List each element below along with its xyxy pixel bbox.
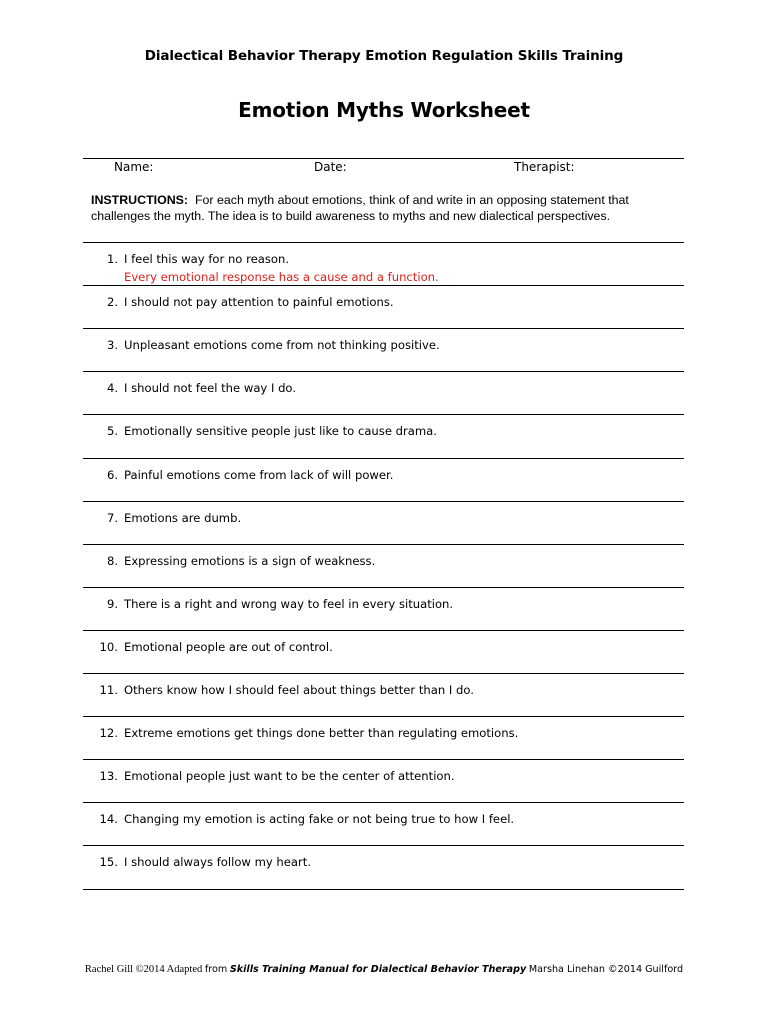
myth-number: 4. <box>106 381 118 396</box>
row-rule <box>83 889 684 890</box>
myth-number: 2. <box>106 295 118 310</box>
myth-number: 1. <box>106 252 118 266</box>
myth-text: I should always follow my heart. <box>124 855 312 870</box>
header-rule <box>83 158 684 159</box>
footer-publisher: Marsha Linehan ©2014 Guilford <box>528 964 684 975</box>
myth-text: Extreme emotions get things done better than regulating emotions. <box>124 726 519 741</box>
myth-text: Expressing emotions is a sign of weakness. <box>124 553 376 568</box>
date-label: Date: <box>314 160 347 174</box>
myth-text: Painful emotions come from lack of will power. <box>124 467 394 482</box>
myth-number: 7. <box>106 510 118 525</box>
myth-number: 8. <box>106 553 118 568</box>
myth-text: There is a right and wrong way to feel in every situation. <box>124 596 454 611</box>
row-rule <box>83 673 684 674</box>
myth-number: 11. <box>99 683 118 697</box>
myth-number: 5. <box>106 424 118 439</box>
row-rule <box>83 414 684 415</box>
myth-text: Emotional people are out of control. <box>124 639 333 654</box>
footer-credit <box>0 964 768 975</box>
myth-text: Emotions are dumb. <box>124 510 242 525</box>
row-rule <box>83 845 684 846</box>
myth-text: I should not feel the way I do. <box>124 381 297 396</box>
row-rule <box>83 242 684 243</box>
therapist-label: Therapist: <box>514 160 575 174</box>
myth-text: Changing my emotion is acting fake or not being true to how I feel. <box>124 812 515 827</box>
row-rule <box>83 587 684 588</box>
row-rule <box>83 501 684 502</box>
myth-number: 9. <box>106 596 118 611</box>
row-rule <box>83 285 684 286</box>
footer-book-title: Skills Training Manual for Dialectical Behavior Therapy <box>229 964 527 975</box>
footer-from: from <box>204 964 228 975</box>
document-subtitle: Dialectical Behavior Therapy Emotion Regulation Skills Training <box>144 48 624 64</box>
document-title: Emotion Myths Worksheet <box>238 98 530 122</box>
myth-text: Emotional people just want to be the center of attention. <box>124 769 455 784</box>
row-rule <box>83 371 684 372</box>
myth-text: I feel this way for no reason. <box>124 252 290 266</box>
myth-text: Emotionally sensitive people just like to cause drama. <box>124 424 437 439</box>
instructions <box>91 192 681 224</box>
row-rule <box>83 630 684 631</box>
myth-text: Others know how I should feel about things better than I do. <box>124 683 474 697</box>
name-label: Name: <box>114 160 154 174</box>
myth-number: 13. <box>99 769 118 784</box>
row-rule <box>83 458 684 459</box>
myth-number: 15. <box>99 855 118 870</box>
row-rule <box>83 328 684 329</box>
instructions-text: For each myth about emotions, think of and write in an opposing statement that challenges the myth. The idea is to build awareness to myths and new dialectical perspectives. <box>91 193 629 223</box>
myth-answer[interactable]: Every emotional response has a cause and a function. <box>124 270 439 284</box>
myth-number: 14. <box>99 812 118 827</box>
myth-text: Unpleasant emotions come from not thinking positive. <box>124 338 440 353</box>
myth-text: I should not pay attention to painful emotions. <box>124 295 394 310</box>
myth-number: 3. <box>106 338 118 353</box>
row-rule <box>83 544 684 545</box>
row-rule <box>83 716 684 717</box>
row-rule <box>83 759 684 760</box>
myth-number: 10. <box>99 639 118 654</box>
footer-author: Rachel Gill ©2014 Adapted <box>84 964 203 975</box>
row-rule <box>83 802 684 803</box>
myth-number: 6. <box>106 467 118 482</box>
instructions-label: INSTRUCTIONS: <box>91 193 189 207</box>
myth-number: 12. <box>99 726 118 741</box>
